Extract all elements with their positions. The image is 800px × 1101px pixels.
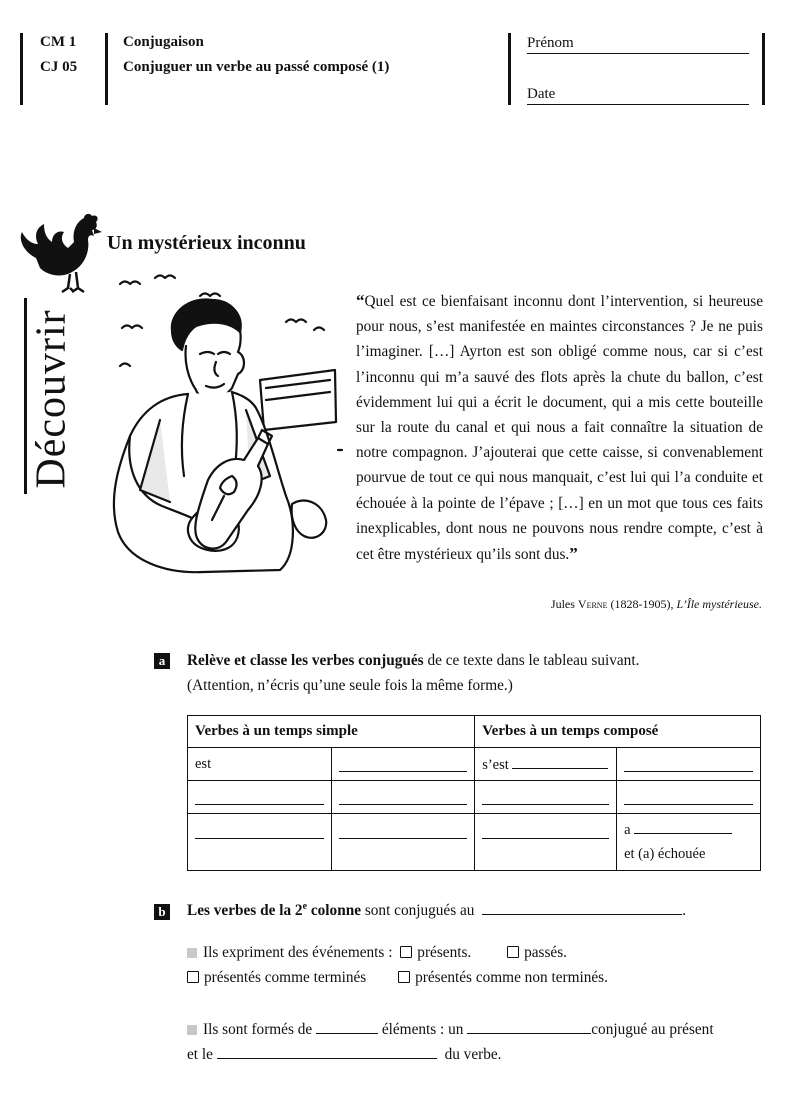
table-cell[interactable] xyxy=(331,814,475,871)
author-dates: (1828-1905), xyxy=(610,597,674,611)
rooster-icon xyxy=(14,208,106,300)
subject-label: Conjugaison xyxy=(123,34,204,50)
section-side-label: Découvrir xyxy=(29,309,76,489)
exercise-a-badge: a xyxy=(154,653,170,669)
table-cell[interactable]: s’est xyxy=(475,748,617,781)
table-cell[interactable] xyxy=(475,814,617,871)
exercise-b-badge: b xyxy=(154,904,170,920)
quote-body: Quel est ce bienfaisant inconnu dont l’intervention, si heureuse pour nous, s’est manifestée en maintes circonstances ? Je ne puis l’imaginer. […] Ayrton est son obligé comme nous, car si c’est l’inconnu qui m’a sauvé des flots après la chute du ballon, c’est évidemment lui qui a écrit le document, qui a mis cette bouteille sur la route du canal et qui nous a fait connaître la situation de notre compagnon. J’ajouterai que cette caisse, si convenablement pourvue de tout ce qui nous manquait, c’est lui qui l’a conduite et échouée à la pointe de l’épave ; […] en un mot que tous ces faits inexplicables, dont nous ne pouvons nous rendre compte, c’est à cet être mystérieux qu’ils sont dus. xyxy=(356,293,763,564)
quote-text xyxy=(356,288,763,567)
date-field[interactable] xyxy=(527,104,749,105)
table-row xyxy=(188,748,761,781)
section-title: Un mystérieux inconnu xyxy=(107,232,306,254)
lesson-title: Conjuguer un verbe au passé composé (1) xyxy=(123,59,390,75)
table-row xyxy=(188,814,761,871)
man-with-bottle-illustration xyxy=(100,270,350,578)
table-cell[interactable] xyxy=(188,781,332,814)
table-cell[interactable] xyxy=(617,781,761,814)
question-formation-cont: et le du verbe. xyxy=(187,1046,502,1063)
book-title: L’Île mystérieuse. xyxy=(676,597,762,611)
table-cell[interactable] xyxy=(188,814,332,871)
verbs-table xyxy=(187,715,761,871)
question-events: Ils expriment des événements : présents. passés. xyxy=(187,944,567,962)
checkbox-presents[interactable] xyxy=(400,946,412,958)
quote-close-mark: ” xyxy=(569,544,578,564)
exercise-a-note: (Attention, n’écris qu’une seule fois la même forme.) xyxy=(187,677,513,694)
checkbox-termines[interactable] xyxy=(187,971,199,983)
bullet-square xyxy=(187,948,197,958)
author-last-name: Verne xyxy=(577,597,608,611)
header-compound-tense: Verbes à un temps composé xyxy=(475,716,761,748)
author-first-name: Jules xyxy=(550,597,575,611)
prenom-label: Prénom xyxy=(527,35,574,51)
checkbox-passes[interactable] xyxy=(507,946,519,958)
question-formation: Ils sont formés de éléments : un conjugué au présent xyxy=(187,1020,714,1039)
table-cell[interactable] xyxy=(331,748,475,781)
table-row xyxy=(188,781,761,814)
quote-credit xyxy=(380,597,762,612)
header-simple-tense: Verbes à un temps simple xyxy=(188,716,475,748)
question-aspect: présentés comme terminés présentés comme non terminés. xyxy=(187,969,608,987)
table-cell[interactable] xyxy=(475,781,617,814)
header-divider xyxy=(762,33,765,105)
auxiliary-answer-field[interactable] xyxy=(467,1020,591,1034)
bullet-square xyxy=(187,1025,197,1035)
table-cell[interactable]: a et (a) échouée xyxy=(617,814,761,871)
header-divider xyxy=(508,33,511,105)
header-divider xyxy=(20,33,23,105)
exercise-a-instruction: Relève et classe les verbes conjugués de ce texte dans le tableau suivant. xyxy=(187,652,640,669)
table-header-row xyxy=(188,716,761,748)
tense-answer-field[interactable] xyxy=(482,901,682,915)
header-divider xyxy=(105,33,108,105)
table-cell[interactable] xyxy=(331,781,475,814)
level-label: CM 1 xyxy=(40,34,77,50)
count-answer-field[interactable] xyxy=(316,1020,378,1034)
checkbox-non-termines[interactable] xyxy=(398,971,410,983)
quote-open-mark: “ xyxy=(356,291,365,310)
table-cell[interactable] xyxy=(617,748,761,781)
date-label: Date xyxy=(527,86,556,102)
prenom-field[interactable] xyxy=(527,53,749,54)
exercise-b-lead: Les verbes de la 2e colonne sont conjugués au . xyxy=(187,901,687,920)
participle-answer-field[interactable] xyxy=(217,1045,437,1059)
sheet-code: CJ 05 xyxy=(40,59,78,75)
table-cell: est xyxy=(188,748,332,781)
